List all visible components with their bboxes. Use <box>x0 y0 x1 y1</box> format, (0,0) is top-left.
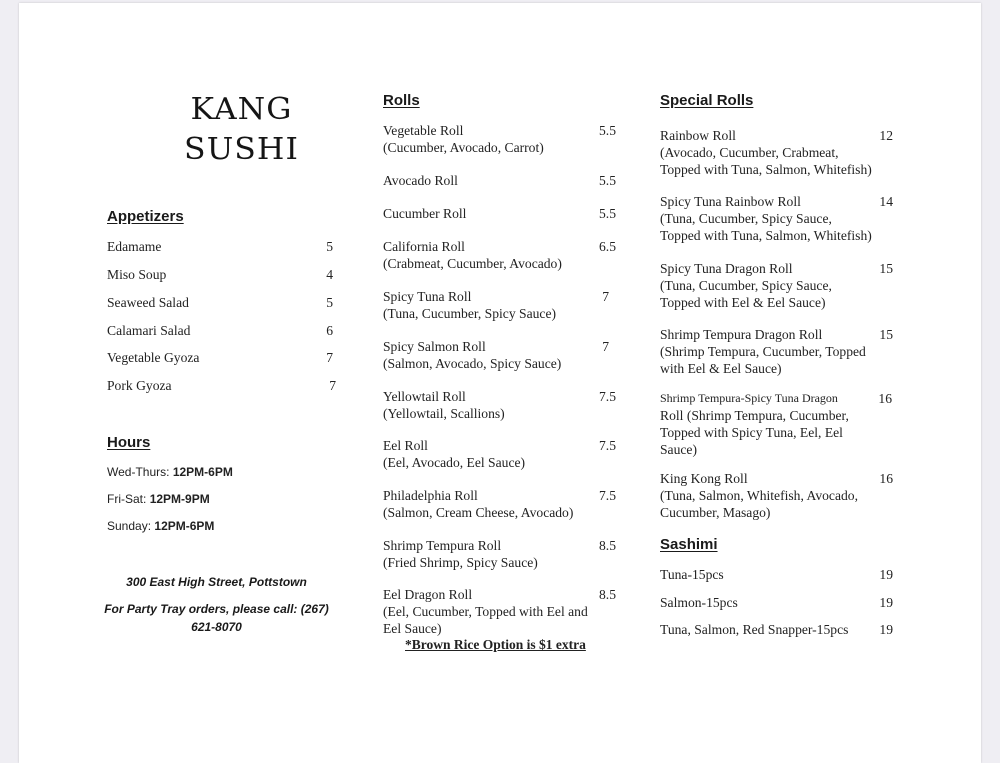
hours-row <box>107 492 210 506</box>
hours-days: Fri-Sat: <box>107 492 147 506</box>
item-description: (Eel, Avocado, Eel Sauce) <box>383 455 526 470</box>
item-description-cont: Topped with Eel & Eel Sauce) <box>660 295 826 310</box>
item-name: Calamari Salad <box>107 323 191 338</box>
item-price: 7.5 <box>599 488 616 503</box>
item-name: Tuna-15pcs <box>660 567 724 582</box>
item-description: (Tuna, Cucumber, Spicy Sauce) <box>383 306 557 321</box>
list-item <box>383 537 538 571</box>
party-tray-line1: For Party Tray orders, please call: (267) <box>104 602 329 616</box>
item-name: Shrimp Tempura Roll <box>383 538 502 553</box>
item-price: 7.5 <box>599 438 616 453</box>
item-price: 19 <box>879 622 893 637</box>
item-name: Rainbow Roll <box>660 128 736 143</box>
hours-time: 12PM-9PM <box>149 492 210 506</box>
item-price: 19 <box>879 595 893 610</box>
item-name: Eel Dragon Roll <box>383 587 473 602</box>
list-item <box>383 238 562 272</box>
hours-row <box>107 519 214 533</box>
item-name: Spicy Tuna Dragon Roll <box>660 261 793 276</box>
item-price: 16 <box>878 391 892 406</box>
item-name: Avocado Roll <box>383 173 458 188</box>
item-description: (Yellowtail, Scallions) <box>383 406 505 421</box>
item-name: Vegetable Roll <box>383 123 464 138</box>
item-price: 7 <box>602 289 609 304</box>
list-item <box>660 470 858 521</box>
item-description: (Shrimp Tempura, Cucumber, Topped <box>660 344 866 359</box>
item-name: Yellowtail Roll <box>383 389 466 404</box>
item-price: 5.5 <box>599 123 616 138</box>
item-name: Tuna, Salmon, Red Snapper-15pcs <box>660 622 849 637</box>
appetizers-heading: Appetizers <box>107 208 184 225</box>
list-item <box>383 338 561 372</box>
item-name: Spicy Tuna Rainbow Roll <box>660 194 801 209</box>
item-description: (Avocado, Cucumber, Crabmeat, <box>660 145 839 160</box>
item-name: Salmon-15pcs <box>660 595 738 610</box>
item-description: (Crabmeat, Cucumber, Avocado) <box>383 256 562 271</box>
item-description: Roll (Shrimp Tempura, Cucumber, <box>660 408 849 423</box>
item-name: Philadelphia Roll <box>383 488 478 503</box>
item-description-cont: Topped with Tuna, Salmon, Whitefish) <box>660 228 872 243</box>
list-item <box>383 388 505 422</box>
item-description-cont: Sauce) <box>660 442 697 457</box>
item-price: 15 <box>879 327 893 342</box>
item-price: 5 <box>326 295 333 310</box>
item-price: 7 <box>326 350 333 365</box>
hours-days: Wed-Thurs: <box>107 465 170 479</box>
list-item <box>660 127 872 178</box>
address: 300 East High Street, Pottstown <box>126 575 307 589</box>
list-item <box>660 193 872 244</box>
list-item <box>660 326 866 377</box>
item-price: 8.5 <box>599 538 616 553</box>
hours-time: 12PM-6PM <box>154 519 215 533</box>
item-name: Edamame <box>107 239 162 254</box>
item-price: 8.5 <box>599 587 616 602</box>
item-price: 5 <box>326 239 333 254</box>
item-name: Cucumber Roll <box>383 206 467 221</box>
special-rolls-heading: Special Rolls <box>660 92 754 109</box>
hours-row <box>107 465 233 479</box>
party-tray-line2: 621-8070 <box>191 620 242 634</box>
list-item <box>660 390 849 458</box>
item-description: (Salmon, Cream Cheese, Avocado) <box>383 505 574 520</box>
item-price: 12 <box>879 128 893 143</box>
item-description: (Tuna, Cucumber, Spicy Sauce, <box>660 211 832 226</box>
item-description-cont: Eel Sauce) <box>383 621 442 636</box>
item-price: 15 <box>879 261 893 276</box>
hours-heading: Hours <box>107 434 151 451</box>
rolls-heading: Rolls <box>383 92 420 109</box>
item-price: 7.5 <box>599 389 616 404</box>
hours-days: Sunday: <box>107 519 152 533</box>
list-item <box>383 288 556 322</box>
item-description-cont: Cucumber, Masago) <box>660 505 771 520</box>
item-name: Miso Soup <box>107 267 167 282</box>
item-price: 6 <box>326 323 333 338</box>
item-price: 14 <box>879 194 893 209</box>
sashimi-heading: Sashimi <box>660 536 718 553</box>
item-price: 16 <box>879 471 893 486</box>
item-price: 6.5 <box>599 239 616 254</box>
item-description: (Tuna, Cucumber, Spicy Sauce, <box>660 278 832 293</box>
item-description-cont: Topped with Spicy Tuna, Eel, Eel <box>660 425 843 440</box>
item-name: Vegetable Gyoza <box>107 350 200 365</box>
item-name: Shrimp Tempura-Spicy Tuna Dragon <box>660 391 838 405</box>
list-item <box>383 172 458 189</box>
item-price: 19 <box>879 567 893 582</box>
item-name: Seaweed Salad <box>107 295 189 310</box>
menu-page <box>19 3 981 763</box>
item-name: California Roll <box>383 239 465 254</box>
party-tray-phone <box>89 600 344 636</box>
item-description-cont: with Eel & Eel Sauce) <box>660 361 782 376</box>
item-name: Eel Roll <box>383 438 428 453</box>
list-item <box>383 487 573 521</box>
item-name: Spicy Salmon Roll <box>383 339 486 354</box>
restaurant-name-line2: SUSHI <box>184 132 299 167</box>
item-price: 4 <box>326 267 333 282</box>
item-description: (Salmon, Avocado, Spicy Sauce) <box>383 356 562 371</box>
item-name: Shrimp Tempura Dragon Roll <box>660 327 823 342</box>
item-name: Spicy Tuna Roll <box>383 289 472 304</box>
item-description-cont: Topped with Tuna, Salmon, Whitefish) <box>660 162 872 177</box>
item-description: (Cucumber, Avocado, Carrot) <box>383 140 544 155</box>
list-item <box>383 205 466 222</box>
item-price: 5.5 <box>599 173 616 188</box>
item-description: (Eel, Cucumber, Topped with Eel and <box>383 604 588 619</box>
list-item <box>383 122 544 156</box>
item-name: King Kong Roll <box>660 471 748 486</box>
item-price: 7 <box>329 378 336 393</box>
restaurant-name-line1: KANG <box>190 92 293 127</box>
list-item <box>660 260 832 311</box>
hours-time: 12PM-6PM <box>172 465 233 479</box>
item-description: (Fried Shrimp, Spicy Sauce) <box>383 555 538 570</box>
item-description: (Tuna, Salmon, Whitefish, Avocado, <box>660 488 858 503</box>
item-name: Pork Gyoza <box>107 378 172 393</box>
item-price: 7 <box>602 339 609 354</box>
brown-rice-note: *Brown Rice Option is $1 extra <box>405 637 586 652</box>
item-price: 5.5 <box>599 206 616 221</box>
list-item <box>383 586 588 637</box>
list-item <box>383 437 525 471</box>
